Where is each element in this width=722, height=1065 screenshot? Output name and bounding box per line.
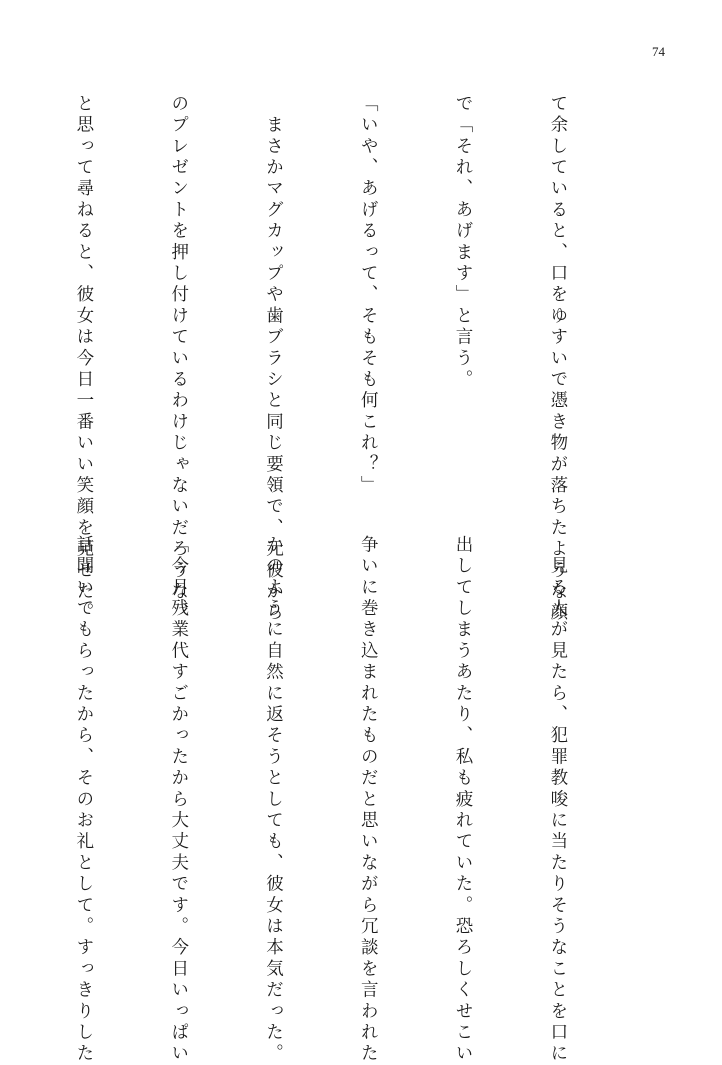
text-column: 見る人が見たら、犯罪教唆に当たりそうなことを口に <box>547 535 568 1065</box>
text-column: 「いや、あげるって、そもそも何これ？」 <box>358 94 379 497</box>
text-column: て余していると、口をゆすいで憑き物が落ちたような顔 <box>547 94 568 624</box>
text-column: かのように自然に返そうとしても、彼女は本気だった。 <box>263 535 284 1065</box>
bottom-text-block <box>0 535 636 1065</box>
text-column <box>0 535 4 945</box>
text-column: まさかマグカップや歯ブラシと同じ要領で、元彼から <box>263 94 284 624</box>
text-column: で「それ、あげます」と言う。 <box>453 94 474 391</box>
text-column <box>0 94 4 504</box>
text-column: 出してしまうあたり、私も疲れていた。恐ろしくせこい <box>453 535 474 1065</box>
text-column: のプレゼントを押し付けているわけじゃないだろうな、 <box>168 94 189 624</box>
page-number: 74 <box>652 44 665 59</box>
text-column: と思って尋ねると、彼女は今日一番いい笑顔を見せた。 <box>73 94 94 624</box>
text-column: 争いに巻き込まれたものだと思いながら冗談を言われた <box>358 535 379 1065</box>
text-column: 「今月残業代すごかったから大丈夫です。今日いっぱい <box>168 535 189 1065</box>
text-column: 話聞いてもらったから、そのお礼として。すっきりした <box>73 535 94 1065</box>
top-text-block <box>0 94 636 624</box>
